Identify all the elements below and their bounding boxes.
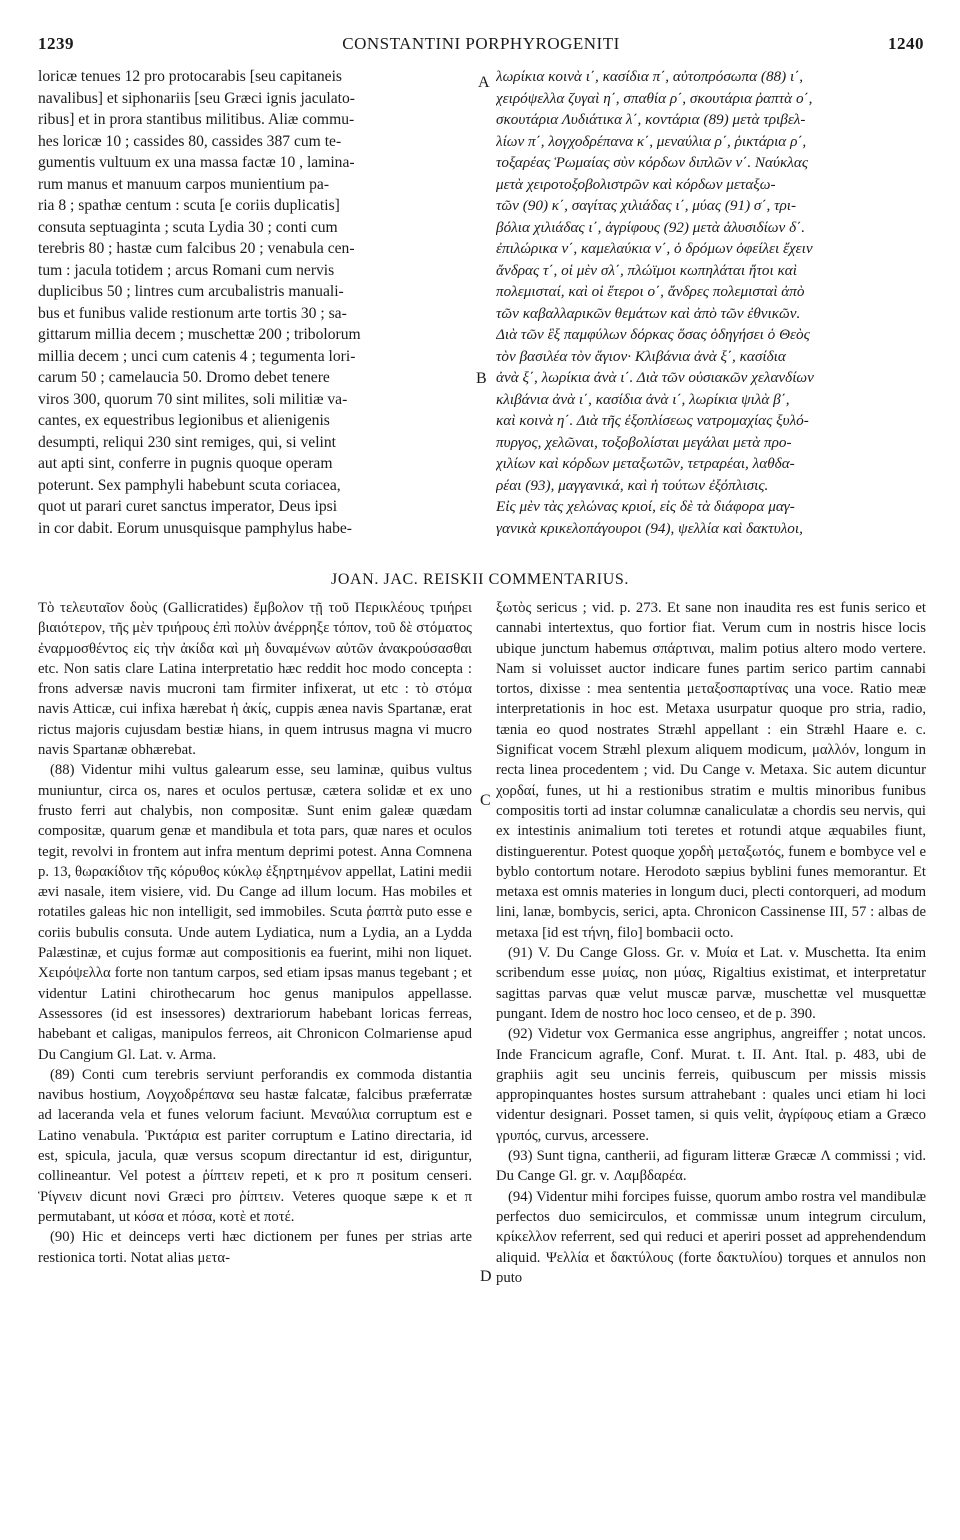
margin-letter-b: B [476,370,487,387]
latin-text-line: millia decem ; unci cum catenis 4 ; tegumenta lori- [38,347,356,365]
latin-text-line: bus et funibus valide restionum arte tortis 30 ; sa- [38,304,347,322]
greek-text-line: μετὰ χειροτοξοβολιστρῶν καὶ κόρδων μεταξω- [496,175,776,193]
commentary-paragraph: Τὸ τελευταῖον δοὺς (Gallicratides) ἔμβολον τῇ τοῦ Περικλέους τριήρει βιαιότερον, τῆς μὲν τριήρους ἐπὶ πολὺν ἀνέρρηξε τόπον, τοῦ δὲ στόματος ἐναρμοσθέντος εἰς τὴν ἀκίδα καὶ μὴ δυναμένων αὐτῶν ἀνακρούσασθαι etc. Non satis clare Latina interpretatio hæc reddit hoc modo concepta : frons adversæ navis mucroni tam firmiter infixerat, ut etc : τὸ στόμα navis Atticæ, cui infixa hærebat ἡ ἀκίς, cuppis ænea navis Spartanæ, erat rictus majoris cujusdam bestiæ hians, in quem intrusus magna vi mucro navis Spartanæ obhærebat. [38,600,472,759]
latin-text-line: rum manus et manuum carpos munientium pa- [38,175,330,193]
latin-text-line: aut apti sint, conferre in pugnis quoque operam [38,455,333,472]
latin-text-line: loricæ tenues 12 pro protocarabis [seu capitaneis [38,68,342,85]
greek-text-line: χιλίων καὶ κόρδων μεταξωτῶν, τετραρέαι, λαθδα- [496,455,795,472]
greek-text-line: ρέαι (93), μαγγανικά, καὶ ἡ τούτων ἐξόπλισις. [496,476,769,494]
commentary-paragraph: ξωτὸς sericus ; vid. p. 273. Et sane non inaudita res est funis serico et cannabi intertextus, quo fortior fiat. Verum cum in nostris hisce locis ubique junctum habemus σπάρτιναι, malim potius altero modo vertere. Nam si voluisset auctor indicare funes partim serico partim cannabi tortos, dixisse : mea sententia μεταξοσπαρτίνας una voce. Ratio meæ interpretationis in hoc est. Metaxa usurpatur quoque pro stria, radio, tænia eo quod nostrates Stræhl appellant : ein Stræhl Haare e. c. Significat vocem Stræhl plexum aliquem modicum, μαλλόν, longum in recta linea procedentem ; vid. Du Cange v. Metaxa. Sic autem dicuntur χορδαί, funes, ut hi a restionibus stratim e multis minoribus funibus compositis torti ad instar columnæ canaliculatæ a chordis seu nervis, qui ex intestinis animalium toti teretes et rotundi atque æquabiles fiunt, distinguerentur. Potest quoque χορδὴ μεταξωτός, funem e bombyce vel e byblo contortum notare. Herodoto sæpius byblini funes memorantur. Et metaxa est omnis materies in longum duci, plecti contorqueri, ad modum lini, lanæ, bombycis, serici, apta. Chronicon Cassinense III, 57 : albas de metaxa [id est τήνη, filo] bombacii octo. [496,600,926,941]
greek-text-line: τῶν καβαλλαρικῶν θεμάτων καὶ ἀπὸ τῶν ἐθνικῶν. [496,304,801,322]
commentary-paragraph: (89) Conti cum terebris serviunt perforandis ex commoda distantia navibus hostium, Λογχοδρέπανα seu hastæ falcatæ, falcibus præferratæ ad laceranda vela et funes velorum faciunt. Μεναύλια corruptum est e Latino venabula. Ῥικτάρια est pariter corruptum e Latino directaria, id est, spicula, jacula, quæ versus scopum directantur id est, diriguntur, collineantur. Vel potest a ῥίπτειν repeti, et κ pro π positum censeri. Ῥίγνειν dicunt novi Græci pro ῥίπτειν. Veteres quoque sæpe κ et π permutabant, ut κόσα et πόσα, κοτὲ et ποτέ. [38,1066,472,1225]
latin-text-line: ribus] et in prora stantibus militibus. Aliæ commu- [38,111,355,128]
greek-text-line: πολεμισταί, καὶ οἱ ἕτεροι ο΄, ἄνδρες πολεμισταὶ ἀπὸ [496,283,805,300]
latin-text-line: tum : jacula totidem ; arcus Romani cum nervis [38,261,335,279]
greek-text-line: κλιβάνια ἀνὰ ι΄, κασίδια ἀνὰ ι΄, λωρίκια ψιλὰ β΄, [496,390,790,408]
margin-letter-d: D [480,1268,492,1285]
greek-text-line: βόλια χιλιάδας ι΄, ἀγρίφους (92) μετὰ ἁλυσιδίων δ΄. [496,218,805,236]
greek-text-line: τῶν (90) κ΄, σαγίτας χιλιάδας ι΄, μύας (91) σ΄, τρι- [496,197,797,214]
greek-text-line: γανικὰ κρικελοπάγουροι (94), ψελλία καὶ δακτυλοι, [496,519,803,537]
page-header [38,34,924,58]
commentary-paragraph: (92) Videtur vox Germanica esse angriphus, angreiffer ; notat uncos. Inde Francicum agrafle, Conf. Murat. t. II. Ant. Ital. p. 483, ubi de graphiis agit seu uncinis ferreis, quibuscum per missis missis appropinquantes hostes sursum attrahebant : quales unci etiam hi loci videntur designari. Posset tamen, si quis velit, ἀγρίφους etiam a Græco γρυπός, curvus, arcessere. [496,1026,926,1144]
latin-text-line: poterunt. Sex pamphyli habebunt scuta coriacea, [38,476,341,494]
latin-translation-column [38,66,476,539]
latin-text-line: desumpti, reliqui 230 sint remiges, qui, si velint [38,433,336,451]
greek-text-line: ἐπιλώρικα ν΄, καμελαύκια ν΄, ὁ δρόμων ὀφείλει ἔχειν [496,240,813,257]
latin-text-line: viros 300, quorum 70 sint milites, soli militiæ va- [38,390,348,408]
margin-letter-c: C [480,792,491,809]
latin-text-line: navalibus] et siphonariis [seu Græci ignis jaculato- [38,89,355,107]
latin-text-line: terebris 80 ; hastæ cum falcibus 20 ; venabula cen- [38,240,355,257]
commentary-right-column [496,598,926,1288]
latin-text-line: quot ut parari curet sanctus imperator, Deus ipsi [38,498,338,515]
greek-text-line: Εἰς μὲν τὰς χελώνας κριοί, εἰς δὲ τὰ διάφορα μαγ- [496,498,795,515]
greek-text-line: λωρίκια κοινὰ ι΄, κασίδια π΄, αὐτοπρόσωπα (88) ι΄, [496,68,804,85]
commentary-left-column [38,598,472,1268]
commentary-paragraph: (90) Hic et deinceps verti hæc dictionem per funes per strias arte restionica torti. Notat alias μετα- [38,1229,472,1266]
latin-text-line: gittarum millia decem ; muschettæ 200 ; tribolorum [38,326,361,343]
running-title: CONSTANTINI PORPHYROGENITI [342,34,620,53]
latin-text-line: duplicibus 50 ; lintres cum arcubalistris manuali- [38,283,344,300]
greek-text-line: σκουτάρια Λυδιάτικα λ΄, κοντάρια (89) μετὰ τριβελ- [496,111,806,128]
commentary-paragraph: (91) V. Du Cange Gloss. Gr. v. Μυία et Lat. v. Muschetta. Ita enim scribendum esse μυίας, non μύας, Rigaltius existimat, et interpretatur sagittas parvas quæ velut muscæ parvæ, muschettæ vel musquettæ pungant. Idem de nostro hoc loco censeo, et de p. 390. [496,945,926,1022]
latin-text-line: gumentis vultuum ex una massa factæ 10 , lamina- [38,154,355,171]
commentary-paragraph: (94) Videntur mihi forcipes fuisse, quorum ambo rostra vel mandibulæ perfectos duo semicirculos, et commissæ unum integrum circulum, κρίκελλον referrent, sed qui reduci et aperiri posset ad apprehendendum aliquid. Ψελλία et δακτύλους (forte δακτυλίου) torques et annulos non puto [496,1188,926,1286]
greek-text-line: τὸν βασιλέα τὸν ἅγιον· Κλιβάνια ἀνὰ ξ΄, κασίδια [496,347,786,365]
commentary-heading: JOAN. JAC. REISKII COMMENTARIUS. [331,571,629,588]
margin-letter-a: A [478,74,490,91]
page-number-left: 1239 [38,34,74,53]
greek-text-line: Διὰ τῶν ἓξ παμφύλων δόρκας ὅσας ὁδηγήσει ὁ Θεὸς [496,326,810,343]
greek-text-column [496,66,926,539]
commentary-paragraph: (93) Sunt tigna, cantherii, ad figuram litteræ Græcæ Λ commissi ; vid. Du Cange Gl. gr. v. Λαμβδαρέα. [496,1148,926,1185]
latin-text-line: ria 8 ; spathæ centum : scuta [e coriis duplicatis] [38,197,340,214]
latin-text-line: carum 50 ; camelaucia 50. Dromo debet tenere [38,369,330,386]
greek-text-line: καὶ κοινὰ η΄. Διὰ τῆς ἐξοπλίσεως νατρομαχίας ξυλό- [496,412,809,429]
greek-text-line: τοξαρέας Ῥωμαίας σὺν κόρδων διπλῶν ν΄. Ναύκλας [496,154,808,171]
commentary-paragraph: (88) Videntur mihi vultus galearum esse, seu laminæ, quibus vultus muniuntur, circa os, nares et oculos pertusæ, cætera solidæ et ex uno frusto ferri aut chalybis, non compositæ. Sunt enim galeæ quædam compositæ, quarum genæ et mandibula et tota pars, quæ nares et oculos tegit, revolvi in frontem aut infra mentum deprimi potest. Anna Comnena p. 13, θωρακίδιον τῆς κόρυθος κύκλῳ ἐξηρτημένον appellat, Latini medii ævi nasale, item visiere, vid. Du Cange ad illum locum. Has mobiles et rotatiles galeas hic non intelligit, sed immobiles. Scuta ῥαπτὰ puto esse e coriis bubulis consuta. Unde autem Lydiatica, num a Lydia, an a Lydda Palæstinæ, et cujus formæ aut compositionis ea fuerint, mihi non liquet. Χειρόψελλα forte non tantum carpos, sed etiam ipsas manus tegebant ; et videntur Latini chirothecarum hoc genus manipulos appellasse. Assessores (id est insessores) dextrariorum habebant loricas ferreas, habebant et caligas, manipulos ferreos, ait Chronicon Colmariense apud Du Cangium Gl. Lat. v. Arma. [38,762,472,1063]
greek-text-line: πυργος, χελῶναι, τοξοβολίσται μεγάλαι μετὰ προ- [496,433,792,451]
latin-text-line: cantes, ex equestribus legionibus et alienigenis [38,412,330,429]
greek-text-line: ἄνδρας τ΄, οἱ μὲν σλ΄, πλώϊμοι κωπηλάται ἤτοι καὶ [496,261,797,279]
greek-text-line: χειρόψελλα ζυγαὶ η΄, σπαθία ρ΄, σκουτάρια ῥαπτὰ ο΄, [496,89,813,107]
page-number-right: 1240 [888,34,924,53]
greek-text-line: ἀνὰ ξ΄, λωρίκια ἀνὰ ι΄. Διὰ τῶν οὐσιακῶν χελανδίων [496,369,814,386]
latin-text-line: in cor dabit. Eorum unusquisque pamphylus habe- [38,519,352,537]
latin-text-line: consuta septuaginta ; scuta Lydia 30 ; conti cum [38,218,338,236]
latin-text-line: hes loricæ 10 ; cassides 80, cassides 387 cum te- [38,132,342,150]
greek-text-line: λίων π΄, λογχοδρέπανα κ΄, μεναύλια ρ΄, ῥικτάρια ρ΄, [496,132,807,150]
